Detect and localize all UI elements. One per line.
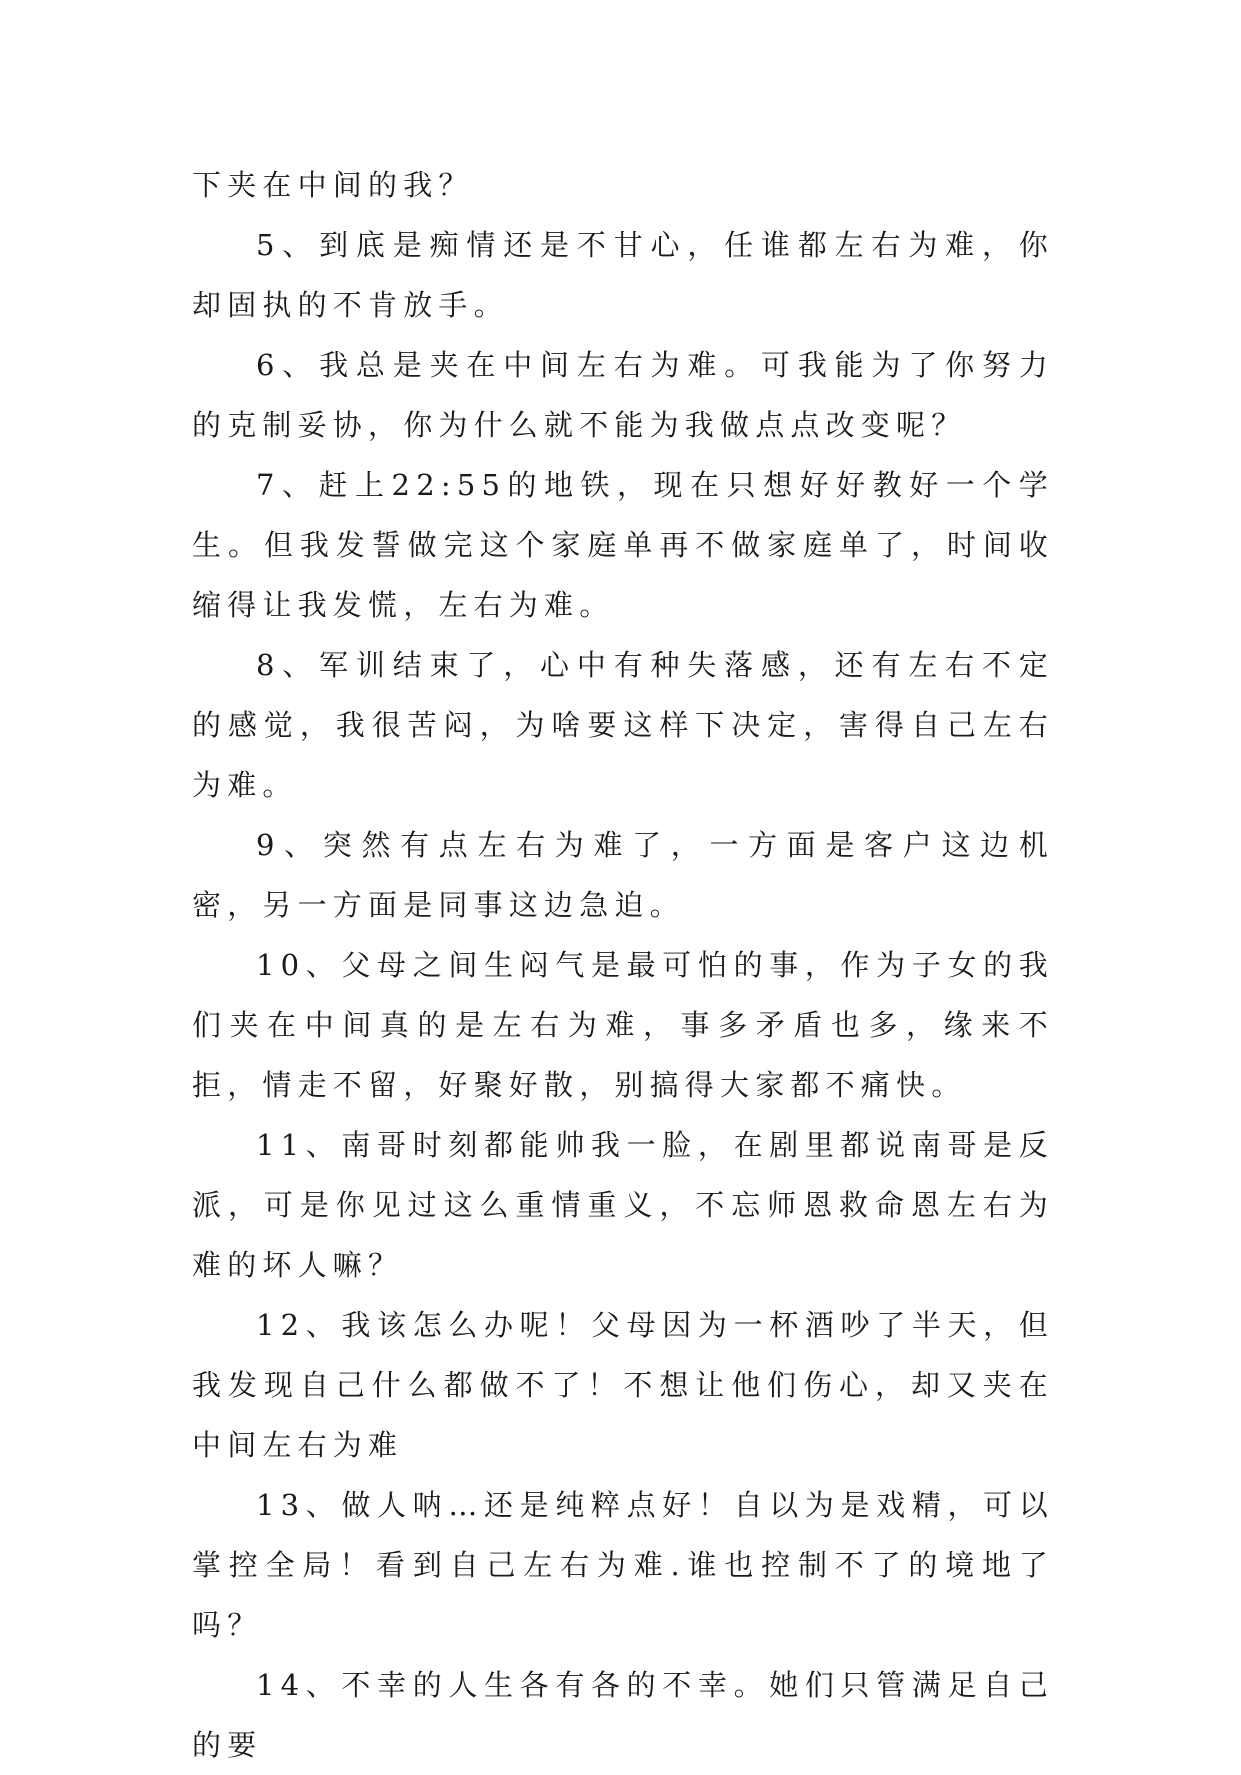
- paragraph-item-5: 5、到底是痴情还是不甘心，任谁都左右为难，你却固执的不肯放手。: [192, 228, 1054, 322]
- paragraph-continuation: 下夹在中间的我？: [192, 168, 474, 202]
- paragraph-item-13: 13、做人呐…还是纯粹点好！自以为是戏精，可以掌控全局！看到自己左右为难.谁也控制不了的境地了吗？: [192, 1488, 1054, 1642]
- paragraph-item-9: 9、突然有点左右为难了，一方面是客户这边机密，另一方面是同事这边急迫。: [192, 828, 1054, 922]
- paragraph-item-12: 12、我该怎么办呢！父母因为一杯酒吵了半天，但我发现自己什么都做不了！不想让他们伤心，却又夹在中间左右为难: [192, 1308, 1054, 1462]
- paragraph-item-14: 14、不幸的人生各有各的不幸。她们只管满足自己的要: [192, 1668, 1054, 1762]
- paragraph-item-11: 11、南哥时刻都能帅我一脸，在剧里都说南哥是反派，可是你见过这么重情重义，不忘师恩救命恩左右为难的坏人嘛？: [192, 1128, 1054, 1282]
- paragraph-item-8: 8、军训结束了，心中有种失落感，还有左右不定的感觉，我很苦闷，为啥要这样下决定，害得自己左右为难。: [192, 648, 1054, 802]
- document-body: [192, 155, 1054, 1775]
- paragraph-item-7: 7、赶上22:55的地铁，现在只想好好教好一个学生。但我发誓做完这个家庭单再不做家庭单了，时间收缩得让我发慌，左右为难。: [192, 468, 1054, 622]
- paragraph-item-6: 6、我总是夹在中间左右为难。可我能为了你努力的克制妥协，你为什么就不能为我做点点改变呢？: [192, 348, 1054, 442]
- paragraph-item-10: 10、父母之间生闷气是最可怕的事，作为子女的我们夹在中间真的是左右为难，事多矛盾也多，缘来不拒，情走不留，好聚好散，别搞得大家都不痛快。: [192, 948, 1054, 1102]
